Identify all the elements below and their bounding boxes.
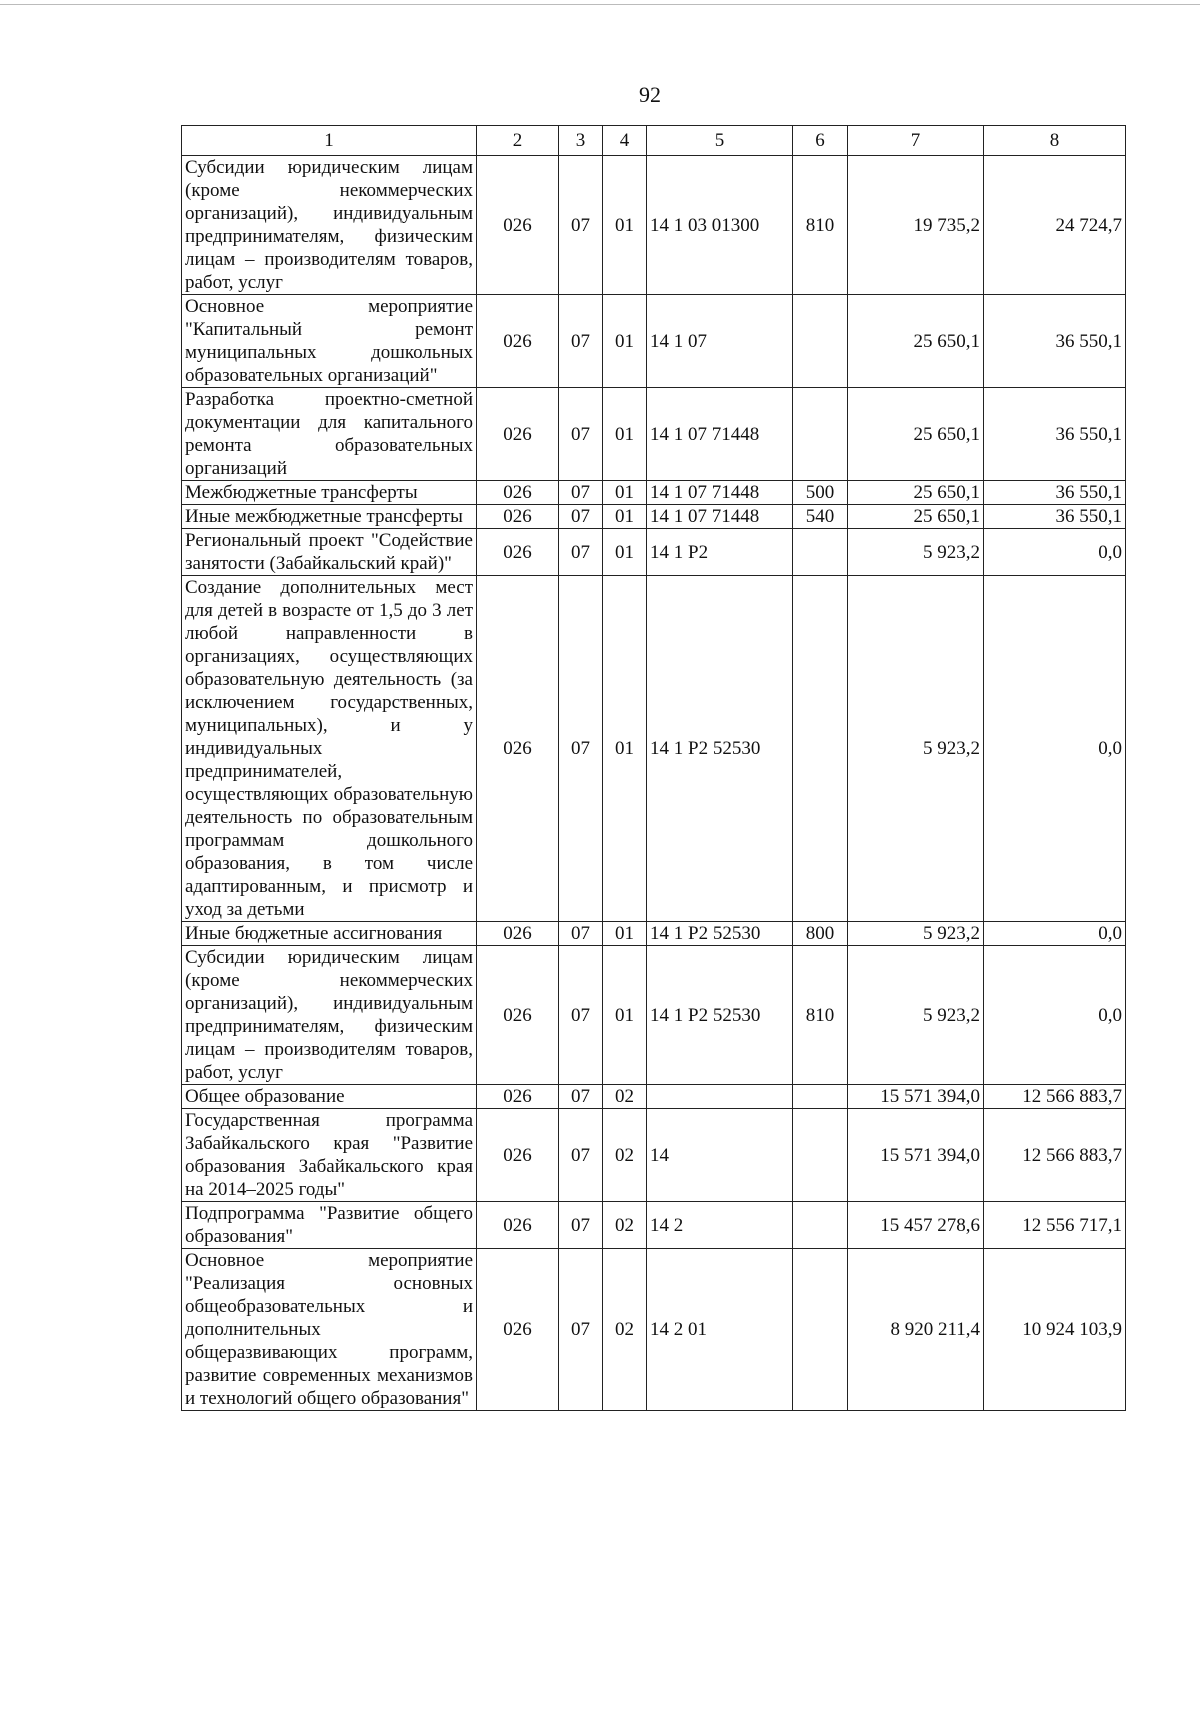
top-rule <box>0 4 1200 5</box>
row-vr: 800 <box>793 922 848 946</box>
row-name: Государственная программа Забайкальского края "Развитие образования Забайкальского края на 2014–2025 годы" <box>182 1109 477 1202</box>
row-sum1: 25 650,1 <box>848 505 984 529</box>
row-pr: 02 <box>603 1249 647 1411</box>
table-row <box>182 1249 1126 1411</box>
row-rz: 07 <box>559 946 603 1085</box>
row-pr: 02 <box>603 1085 647 1109</box>
row-csr: 14 2 01 <box>647 1249 793 1411</box>
table-row <box>182 1085 1126 1109</box>
row-name: Субсидии юридическим лицам (кроме некоммерческих организаций), индивидуальным предпринимателям, физическим лицам – производителям товаров, работ, услуг <box>182 946 477 1085</box>
col-header-8: 8 <box>984 126 1126 156</box>
row-sum1: 19 735,2 <box>848 156 984 295</box>
table-row <box>182 576 1126 922</box>
row-pr: 01 <box>603 481 647 505</box>
row-csr: 14 1 P2 52530 <box>647 946 793 1085</box>
row-csr: 14 1 07 <box>647 295 793 388</box>
row-vr: 810 <box>793 156 848 295</box>
row-name: Межбюджетные трансферты <box>182 481 477 505</box>
row-sum1: 15 571 394,0 <box>848 1109 984 1202</box>
row-sum2: 0,0 <box>984 922 1126 946</box>
table-row <box>182 1109 1126 1202</box>
row-name: Региональный проект "Содействие занятости (Забайкальский край)" <box>182 529 477 576</box>
row-csr <box>647 1085 793 1109</box>
row-vr <box>793 576 848 922</box>
table-row <box>182 1202 1126 1249</box>
row-gr: 026 <box>477 576 559 922</box>
row-sum2: 10 924 103,9 <box>984 1249 1126 1411</box>
row-gr: 026 <box>477 156 559 295</box>
row-sum2: 24 724,7 <box>984 156 1126 295</box>
row-sum1: 25 650,1 <box>848 481 984 505</box>
table-row <box>182 388 1126 481</box>
row-gr: 026 <box>477 946 559 1085</box>
row-sum1: 15 571 394,0 <box>848 1085 984 1109</box>
row-rz: 07 <box>559 1109 603 1202</box>
row-vr <box>793 529 848 576</box>
col-header-2: 2 <box>477 126 559 156</box>
row-rz: 07 <box>559 1202 603 1249</box>
row-rz: 07 <box>559 576 603 922</box>
table-row <box>182 481 1126 505</box>
row-gr: 026 <box>477 388 559 481</box>
row-sum1: 25 650,1 <box>848 295 984 388</box>
col-header-5: 5 <box>647 126 793 156</box>
table-row <box>182 505 1126 529</box>
page-number: 92 <box>639 82 661 107</box>
row-rz: 07 <box>559 1249 603 1411</box>
row-sum1: 8 920 211,4 <box>848 1249 984 1411</box>
row-rz: 07 <box>559 505 603 529</box>
row-vr <box>793 1109 848 1202</box>
row-pr: 01 <box>603 576 647 922</box>
row-pr: 01 <box>603 529 647 576</box>
row-vr: 810 <box>793 946 848 1085</box>
row-name: Основное мероприятие "Капитальный ремонт муниципальных дошкольных образовательных организаций" <box>182 295 477 388</box>
row-sum2: 12 556 717,1 <box>984 1202 1126 1249</box>
row-csr: 14 1 P2 52530 <box>647 922 793 946</box>
row-vr <box>793 1249 848 1411</box>
row-gr: 026 <box>477 1249 559 1411</box>
row-gr: 026 <box>477 1109 559 1202</box>
row-rz: 07 <box>559 481 603 505</box>
header-row <box>182 126 1126 156</box>
row-gr: 026 <box>477 295 559 388</box>
table-row <box>182 295 1126 388</box>
col-header-7: 7 <box>848 126 984 156</box>
row-pr: 02 <box>603 1109 647 1202</box>
row-rz: 07 <box>559 156 603 295</box>
row-sum2: 12 566 883,7 <box>984 1109 1126 1202</box>
row-vr: 540 <box>793 505 848 529</box>
row-pr: 01 <box>603 295 647 388</box>
row-vr <box>793 295 848 388</box>
col-header-6: 6 <box>793 126 848 156</box>
row-pr: 01 <box>603 946 647 1085</box>
row-pr: 01 <box>603 505 647 529</box>
row-name: Общее образование <box>182 1085 477 1109</box>
row-vr <box>793 388 848 481</box>
row-sum2: 36 550,1 <box>984 388 1126 481</box>
row-rz: 07 <box>559 388 603 481</box>
row-sum1: 5 923,2 <box>848 529 984 576</box>
row-name: Создание дополнительных мест для детей в возрасте от 1,5 до 3 лет любой направленности в организациях, осуществляющих образовательную деятельность (за исключением государственных, муниципальных), и у индивидуальных предпринимателей, осуществляющих образовательную деятельность по образовательным программам дошкольного образования, в том числе адаптированным, и присмотр и уход за детьми <box>182 576 477 922</box>
row-gr: 026 <box>477 481 559 505</box>
row-sum2: 36 550,1 <box>984 505 1126 529</box>
row-gr: 026 <box>477 529 559 576</box>
row-rz: 07 <box>559 1085 603 1109</box>
row-gr: 026 <box>477 1085 559 1109</box>
row-vr <box>793 1085 848 1109</box>
row-name: Основное мероприятие "Реализация основных общеобразовательных и дополнительных общеразвивающих программ, развитие современных механизмов и технологий общего образования" <box>182 1249 477 1411</box>
row-name: Иные межбюджетные трансферты <box>182 505 477 529</box>
row-pr: 02 <box>603 1202 647 1249</box>
row-csr: 14 1 07 71448 <box>647 388 793 481</box>
row-sum2: 36 550,1 <box>984 295 1126 388</box>
row-sum2: 0,0 <box>984 529 1126 576</box>
row-csr: 14 1 07 71448 <box>647 505 793 529</box>
row-name: Разработка проектно-сметной документации для капитального ремонта образовательных организаций <box>182 388 477 481</box>
row-vr <box>793 1202 848 1249</box>
row-name: Иные бюджетные ассигнования <box>182 922 477 946</box>
row-rz: 07 <box>559 295 603 388</box>
row-rz: 07 <box>559 529 603 576</box>
row-csr: 14 <box>647 1109 793 1202</box>
row-csr: 14 1 P2 52530 <box>647 576 793 922</box>
col-header-3: 3 <box>559 126 603 156</box>
row-csr: 14 1 03 01300 <box>647 156 793 295</box>
table-row <box>182 922 1126 946</box>
row-sum1: 15 457 278,6 <box>848 1202 984 1249</box>
col-header-4: 4 <box>603 126 647 156</box>
row-sum2: 12 566 883,7 <box>984 1085 1126 1109</box>
table-row <box>182 529 1126 576</box>
table-row <box>182 156 1126 295</box>
row-gr: 026 <box>477 1202 559 1249</box>
row-csr: 14 2 <box>647 1202 793 1249</box>
row-gr: 026 <box>477 505 559 529</box>
row-pr: 01 <box>603 156 647 295</box>
row-sum2: 0,0 <box>984 946 1126 1085</box>
row-sum2: 0,0 <box>984 576 1126 922</box>
budget-table <box>181 125 1126 1411</box>
row-csr: 14 1 07 71448 <box>647 481 793 505</box>
row-pr: 01 <box>603 388 647 481</box>
row-sum1: 5 923,2 <box>848 946 984 1085</box>
row-sum1: 5 923,2 <box>848 576 984 922</box>
row-sum1: 25 650,1 <box>848 388 984 481</box>
row-vr: 500 <box>793 481 848 505</box>
row-sum2: 36 550,1 <box>984 481 1126 505</box>
row-sum1: 5 923,2 <box>848 922 984 946</box>
row-csr: 14 1 P2 <box>647 529 793 576</box>
row-gr: 026 <box>477 922 559 946</box>
row-name: Подпрограмма "Развитие общего образования" <box>182 1202 477 1249</box>
row-pr: 01 <box>603 922 647 946</box>
row-name: Субсидии юридическим лицам (кроме некоммерческих организаций), индивидуальным предпринимателям, физическим лицам – производителям товаров, работ, услуг <box>182 156 477 295</box>
row-rz: 07 <box>559 922 603 946</box>
table-row <box>182 946 1126 1085</box>
col-header-1: 1 <box>182 126 477 156</box>
